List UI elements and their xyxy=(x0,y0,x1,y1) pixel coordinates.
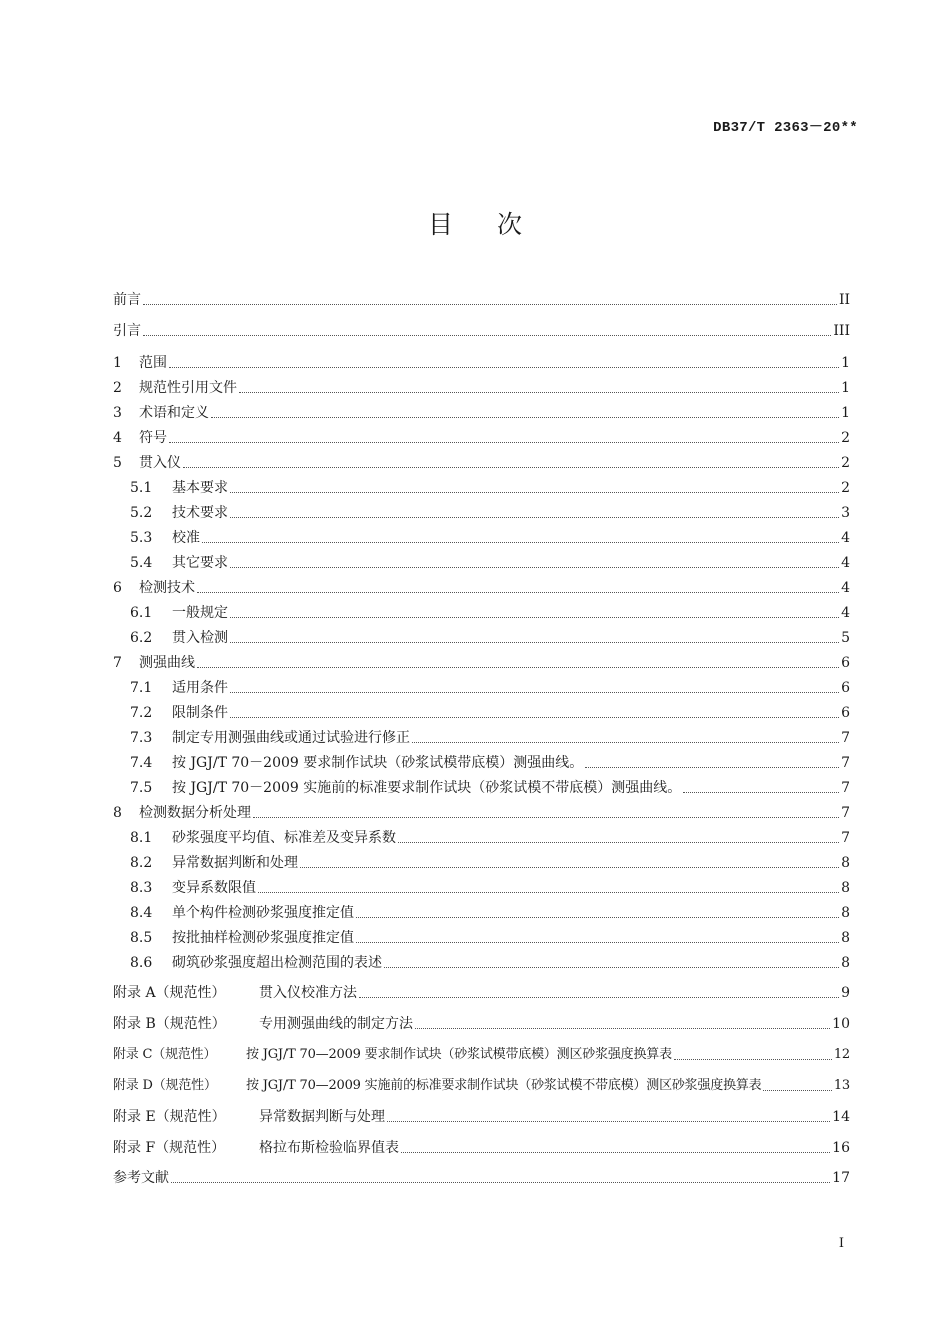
toc-leader-dots xyxy=(239,392,839,393)
toc-entry[interactable] xyxy=(113,288,850,308)
toc-entry-number: 8.2 xyxy=(130,855,153,871)
toc-entry-page: 6 xyxy=(841,655,850,671)
toc-entry-page: 6 xyxy=(841,680,850,696)
toc-entry-page: 17 xyxy=(832,1170,850,1186)
toc-leader-dots xyxy=(415,1028,830,1029)
toc-entry-number: 7.4 xyxy=(130,755,153,771)
toc-entry-title: 其它要求 xyxy=(172,555,228,571)
toc-leader-dots xyxy=(169,442,839,443)
toc-entry-number: 4 xyxy=(113,430,122,446)
toc-entry-page: 7 xyxy=(841,830,850,846)
appendix-entry[interactable] xyxy=(113,1074,850,1094)
toc-leader-dots xyxy=(300,867,839,868)
toc-leader-dots xyxy=(230,642,839,643)
appendix-entry[interactable] xyxy=(113,981,850,1001)
toc-entry[interactable] xyxy=(130,526,850,546)
toc-entry-number: 6.2 xyxy=(130,630,153,646)
toc-leader-dots xyxy=(197,667,839,668)
toc-entry[interactable] xyxy=(130,951,850,971)
toc-entry[interactable] xyxy=(113,351,850,371)
appendix-entry[interactable] xyxy=(113,1105,850,1125)
toc-leader-dots xyxy=(356,942,839,943)
toc-leader-dots xyxy=(230,567,839,568)
references-entry[interactable] xyxy=(113,1166,850,1186)
toc-entry-title: 贯入仪 xyxy=(139,455,181,471)
toc-leader-dots xyxy=(230,617,839,618)
toc-entry-page: 8 xyxy=(841,955,850,971)
toc-entry[interactable] xyxy=(130,701,850,721)
toc-entry-page: 8 xyxy=(841,855,850,871)
toc-entry-page: 7 xyxy=(841,730,850,746)
toc-leader-dots xyxy=(143,304,837,305)
toc-leader-dots xyxy=(253,817,839,818)
toc-entry-number: 5.4 xyxy=(130,555,153,571)
toc-entry[interactable] xyxy=(130,476,850,496)
appendix-entry[interactable] xyxy=(113,1043,850,1063)
toc-leader-dots xyxy=(230,692,839,693)
toc-entry[interactable] xyxy=(113,319,850,339)
toc-entry[interactable] xyxy=(130,776,850,796)
toc-entry-number: 7 xyxy=(113,655,122,671)
toc-entry-page: 9 xyxy=(841,985,850,1001)
toc-entry-title: 符号 xyxy=(139,430,167,446)
toc-leader-dots xyxy=(683,792,839,793)
page-number: I xyxy=(838,1236,844,1251)
toc-entry-number: 附录 D（规范性） xyxy=(113,1078,217,1093)
toc-entry-title: 适用条件 xyxy=(172,680,228,696)
toc-entry-number: 8.3 xyxy=(130,880,153,896)
toc-leader-dots xyxy=(169,367,839,368)
toc-entry-page: 7 xyxy=(841,755,850,771)
toc-entry-title: 技术要求 xyxy=(172,505,228,521)
toc-entry[interactable] xyxy=(130,851,850,871)
toc-entry-page: 14 xyxy=(832,1109,850,1125)
toc-entry-number: 附录 F（规范性） xyxy=(113,1140,226,1156)
toc-entry[interactable] xyxy=(130,826,850,846)
toc-entry[interactable] xyxy=(113,376,850,396)
toc-entry[interactable] xyxy=(130,626,850,646)
toc-entry[interactable] xyxy=(130,676,850,696)
toc-entry-number: 8.4 xyxy=(130,905,153,921)
toc-entry-title: 贯入仪校准方法 xyxy=(259,985,357,1001)
toc-entry-page: II xyxy=(838,292,850,308)
toc-entry-title: 测强曲线 xyxy=(139,655,195,671)
toc-entry-page: 4 xyxy=(841,530,850,546)
toc-entry-page: 1 xyxy=(841,355,850,371)
toc-leader-dots xyxy=(230,717,839,718)
toc-entry-page: 5 xyxy=(841,630,850,646)
toc-entry-page: 1 xyxy=(841,380,850,396)
toc-entry-title: 单个构件检测砂浆强度推定值 xyxy=(172,905,354,921)
toc-entry-page: 8 xyxy=(841,880,850,896)
toc-leader-dots xyxy=(202,542,839,543)
toc-entry-title: 按 JGJ/T 70—2009 实施前的标准要求制作试块（砂浆试模不带底模）测区砂浆强度换算表 xyxy=(246,1078,762,1093)
toc-entry[interactable] xyxy=(113,801,850,821)
toc-entry-number: 附录 B（规范性） xyxy=(113,1016,226,1032)
toc-entry[interactable] xyxy=(113,651,850,671)
toc-entry-title: 贯入检测 xyxy=(172,630,228,646)
toc-entry[interactable] xyxy=(130,601,850,621)
toc-entry-title: 异常数据判断与处理 xyxy=(259,1109,385,1125)
toc-entry[interactable] xyxy=(113,401,850,421)
toc-entry-title: 砂浆强度平均值、标准差及变异系数 xyxy=(172,830,396,846)
toc-entry-number: 8.6 xyxy=(130,955,153,971)
toc-entry[interactable] xyxy=(130,901,850,921)
toc-leader-dots xyxy=(211,417,839,418)
toc-entry-title: 按 JGJ/T 70－2009 实施前的标准要求制作试块（砂浆试模不带底模）测强曲线。 xyxy=(172,780,682,796)
toc-entry-title: 异常数据判断和处理 xyxy=(172,855,298,871)
toc-entry[interactable] xyxy=(113,426,850,446)
toc-entry-page: 7 xyxy=(841,805,850,821)
toc-entry-title: 格拉布斯检验临界值表 xyxy=(259,1140,399,1156)
toc-entry-title: 基本要求 xyxy=(172,480,228,496)
toc-entry-title: 一般规定 xyxy=(172,605,228,621)
toc-entry-number: 7.2 xyxy=(130,705,153,721)
toc-entry-number: 5.2 xyxy=(130,505,153,521)
toc-entry-title: 砌筑砂浆强度超出检测范围的表述 xyxy=(172,955,382,971)
toc-entry-title: 校准 xyxy=(172,530,200,546)
toc-entry-page: 2 xyxy=(841,480,850,496)
toc-entry-page: 16 xyxy=(832,1140,850,1156)
toc-entry-number: 8.1 xyxy=(130,830,153,846)
toc-entry-number: 附录 E（规范性） xyxy=(113,1109,226,1125)
toc-entry-page: 12 xyxy=(833,1047,850,1062)
toc-leader-dots xyxy=(674,1059,832,1060)
toc-entry-page: 4 xyxy=(841,555,850,571)
toc-entry[interactable] xyxy=(113,451,850,471)
toc-entry-title: 变异系数限值 xyxy=(172,880,256,896)
toc-leader-dots xyxy=(359,997,839,998)
toc-leader-dots xyxy=(763,1090,831,1091)
toc-entry[interactable] xyxy=(130,551,850,571)
toc-entry-number: 8 xyxy=(113,805,122,821)
toc-leader-dots xyxy=(356,917,839,918)
toc-leader-dots xyxy=(412,742,839,743)
toc-entry[interactable] xyxy=(130,926,850,946)
toc-leader-dots xyxy=(143,335,831,336)
toc-entry-page: 13 xyxy=(833,1078,850,1093)
toc-entry-title: 规范性引用文件 xyxy=(139,380,237,396)
toc-entry-title: 前言 xyxy=(113,292,141,308)
toc-leader-dots xyxy=(230,517,839,518)
toc-entry-page: 4 xyxy=(841,605,850,621)
toc-entry-title: 参考文献 xyxy=(113,1170,169,1186)
document-code: DB37/T 2363－20** xyxy=(713,120,858,136)
toc-entry-number: 附录 A（规范性） xyxy=(113,985,226,1001)
toc-entry[interactable] xyxy=(130,751,850,771)
toc-leader-dots xyxy=(384,967,839,968)
toc-entry-title: 术语和定义 xyxy=(139,405,209,421)
toc-entry-number: 7.3 xyxy=(130,730,153,746)
toc-entry-number: 6.1 xyxy=(130,605,153,621)
toc-entry-number: 5 xyxy=(113,455,122,471)
toc-entry[interactable] xyxy=(130,726,850,746)
toc-entry-page: 3 xyxy=(841,505,850,521)
toc-entry-title: 按批抽样检测砂浆强度推定值 xyxy=(172,930,354,946)
toc-leader-dots xyxy=(585,767,839,768)
toc-entry-title: 专用测强曲线的制定方法 xyxy=(259,1016,413,1032)
toc-entry-page: 1 xyxy=(841,405,850,421)
toc-entry-page: 8 xyxy=(841,930,850,946)
toc-entry[interactable] xyxy=(130,501,850,521)
toc-entry-number: 6 xyxy=(113,580,122,596)
toc-entry-title: 限制条件 xyxy=(172,705,228,721)
toc-leader-dots xyxy=(398,842,839,843)
toc-entry-number: 7.5 xyxy=(130,780,153,796)
toc-entry-title: 范围 xyxy=(139,355,167,371)
toc-leader-dots xyxy=(258,892,839,893)
page-title: 目次 xyxy=(427,210,566,239)
toc-entry-page: 4 xyxy=(841,580,850,596)
toc-entry-page: 6 xyxy=(841,705,850,721)
toc-entry[interactable] xyxy=(113,576,850,596)
appendix-entry[interactable] xyxy=(113,1136,850,1156)
toc-entry-title: 引言 xyxy=(113,323,141,339)
toc-leader-dots xyxy=(401,1152,830,1153)
toc-leader-dots xyxy=(171,1182,830,1183)
toc-entry-number: 2 xyxy=(113,380,122,396)
toc-entry-number: 5.1 xyxy=(130,480,153,496)
toc-entry-page: 2 xyxy=(841,455,850,471)
toc-entry-title: 按 JGJ/T 70－2009 要求制作试块（砂浆试模带底模）测强曲线。 xyxy=(172,755,584,771)
toc-entry-page: III xyxy=(833,323,850,339)
toc-entry-number: 1 xyxy=(113,355,122,371)
toc-entry-number: 7.1 xyxy=(130,680,153,696)
toc-entry-number: 5.3 xyxy=(130,530,153,546)
toc-entry-title: 检测数据分析处理 xyxy=(139,805,251,821)
toc-entry-page: 10 xyxy=(832,1016,850,1032)
toc-entry-title: 检测技术 xyxy=(139,580,195,596)
toc-entry-page: 7 xyxy=(841,780,850,796)
appendix-entry[interactable] xyxy=(113,1012,850,1032)
toc-entry-title: 按 JGJ/T 70—2009 要求制作试块（砂浆试模带底模）测区砂浆强度换算表 xyxy=(246,1047,672,1062)
toc-entry-number: 附录 C（规范性） xyxy=(113,1047,217,1062)
toc-leader-dots xyxy=(387,1121,830,1122)
toc-entry-page: 2 xyxy=(841,430,850,446)
toc-leader-dots xyxy=(230,492,839,493)
toc-leader-dots xyxy=(197,592,839,593)
toc-leader-dots xyxy=(183,467,839,468)
toc-entry-number: 3 xyxy=(113,405,122,421)
toc-entry-number: 8.5 xyxy=(130,930,153,946)
toc-entry-title: 制定专用测强曲线或通过试验进行修正 xyxy=(172,730,410,746)
toc-entry[interactable] xyxy=(130,876,850,896)
toc-entry-page: 8 xyxy=(841,905,850,921)
